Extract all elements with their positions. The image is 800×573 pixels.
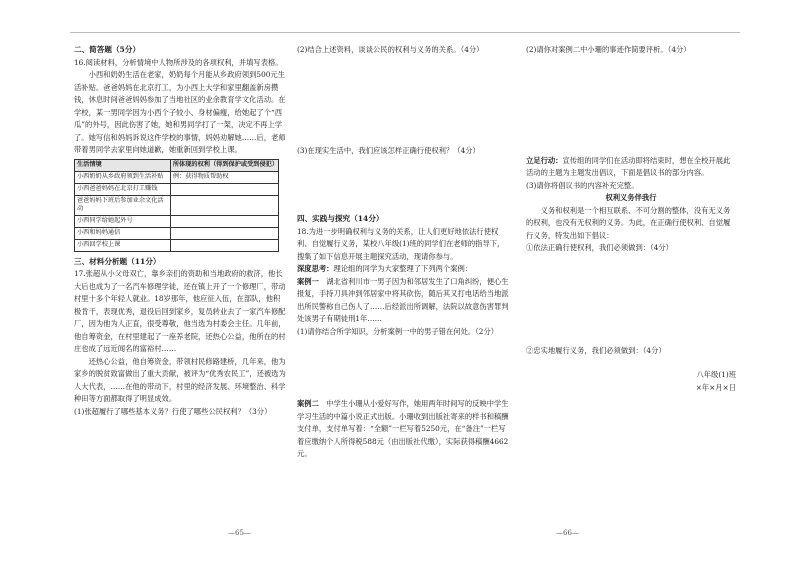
table-cell-blank [170,239,278,251]
table-cell: 小西爸爸妈妈在北京打工赚钱 [75,183,171,195]
table-cell: 小西奶奶从乡政府领到生活补贴 [75,171,171,183]
table-cell-blank [170,195,278,215]
section3-title: 三、材料分析题（11分） [74,256,161,266]
table-row [75,239,279,251]
action-question: (3)请你将倡议书的内容补充完整。 [526,180,639,190]
case2-lead: 案例二 [297,399,319,408]
table-cell-blank [170,227,278,239]
table-row [75,195,279,215]
table-row [75,215,279,227]
case2-text: 中学生小珊从小爱好写作，她用两年时间写的反映中学生学习生活的中篇小说正式出版。小珊收到出版社寄来的样书和稿酬支付单，支付单写着：“全额”一栏写着5250元，在“备注”一栏写着应缴纳个人所得税588元（由出版社代缴），实际获得稿酬4662元。 [297,399,509,458]
proposal-item-2: ②忠实地履行义务，我们必须做到：（4分） [526,345,666,355]
deep-think-text: 理论组的同学为大家整理了下列两个案例： [333,264,473,273]
proposal-title: 权利义务伴我行 [605,193,657,202]
action-text: 宣传组的同学们在活动即将结束时，想在全校开展此活动的主题为主题发出倡议，下面是倡议书的部分内容。 [526,155,731,177]
column-middle [297,44,509,461]
answer-space [297,57,509,145]
page-number-right: —66— [556,529,579,537]
column-left [74,44,286,418]
page-number-left: —65— [228,529,251,537]
answer-space [526,255,736,345]
deep-think-lead: 深度思考： [297,264,334,273]
q18-paragraph: 18.为进一步明确权利与义务的关系，让人们更好地依法行使权利、自觉履行义务，某校八年级(1)班的同学们在老师的指导下，搜集了如下信息开展主题探究活动，现请你参与。 [297,226,505,261]
table-cell: 小西回学校上课 [75,239,171,251]
signature-date: ×年×月×日 [695,382,736,392]
proposal-item-1: ①依法正确行使权利，我们必须做到：（4分） [526,243,673,252]
table-header-situation: 生活情境 [75,159,171,171]
proposal-intro: 义务和权利是一个相互联系、不可分割的整体，没有无义务的权利，也没有无权利的义务。为此，在正确行使权利、自觉履行义务，特发出如下倡议： [526,205,731,240]
q17-sub1: (1)张超履行了哪些基本义务？行使了哪些公民权利？（3分） [74,406,272,416]
q16-paragraph: 小西和奶奶生活在老家，奶奶每个月能从乡政府领到500元生活补贴。爸爸妈妈在北京打工，为小西上大学和家里翻盖新房攒钱，休息时间爸爸妈妈参加了当地社区的业余教育学文化活动。在学校，某一男同学因为小西个子较小、身材偏瘦，给她起了个“西瓜”的外号，因此伤害了她，她和男同学打了一架，决定不再上学了。她写信和妈妈诉说这件学校的事情，妈妈劝解她……后，老师带着男同学去家里向她道歉，她重新回到学校上课。 [74,70,286,154]
table-cell: 小西同学给她起外号 [75,215,171,227]
table-header-right: 所体现的权利（得到保护或受到侵犯） [170,159,278,171]
section4-title: 四、实践与探究（14分） [297,214,384,223]
q17-sub3: (3)在现实生活中，我们应该怎样正确行使权利？（4分） [297,145,480,155]
answer-space [297,157,509,213]
table-cell: 例：获得物质帮助权 [170,171,278,183]
answer-space [526,57,736,155]
case1-question: (1)请你结合所学知识，分析案例一中的男子错在何处。（2分） [297,326,499,336]
section2-title: 二、简答题（5分） [74,45,141,54]
top-rule [70,32,740,33]
table-row [75,183,279,195]
table-cell: 小西和妈妈通信 [75,227,171,239]
q16-stem: 16.阅读材料，分析情境中人物所涉及的各项权利，并填写表格。 [74,57,283,67]
q17-sub2: (2)结合上述资料，谈谈公民的权利与义务的关系。（4分） [297,45,484,54]
column-right [526,44,736,394]
action-lead: 立足行动： [526,155,563,165]
q17-paragraph-1: 17.张超从小父母双亡，靠乡亲们的资助和当地政府的救济，他长大后也成为了一名汽车修理学徒，还在镇上开了一个修理厂，带动村里十多个年轻人就业。18岁那年，他应征入伍，在部队，他积极肯干，表现优秀，退役后回到家乡，复员转业去了一家汽车修配厂，因为他为人正直，很受尊敬，他当选为村委会主任。几年前，他自筹资金，在村里建起了一座养老院，还热心公益，他所在的村庄也成了远近闻名的富裕村…… [74,269,286,353]
table-cell-blank [170,215,278,227]
table-cell-blank [170,183,278,195]
table-cell: 爸爸妈妈下班后参加业余文化活动 [75,195,171,215]
q17-paragraph-2: 还热心公益，他自筹资金，带领村民修路建桥，几年来，他为家乡的脱贫致富做出了重大贡献，被评为“优秀农民工”，还被选为人大代表，……在他的带动下，村里的经济发展、环境整治、科学种田等方面都取得了明显成效。 [74,356,286,403]
case1-text: 湖北省利川市一男子因为和邻居发生了口角纠纷，便心生报复，手持刀具冲到邻居家中将其砍伤，随后其又打电话给当地派出所民警称自己伤人了……后经派出所调解，法院以故意伤害罪判处该男子有期徒刑1年…… [297,276,509,323]
q18-sub2: (2)请你对案例二中小珊的事迹作简要评析。（4分） [526,45,691,54]
case1-lead: 案例一 [297,276,319,286]
table-row [75,227,279,239]
signature-class: 八年级(1)班 [696,370,736,379]
q16-table [74,159,279,252]
answer-space [297,338,509,398]
table-row [75,171,279,183]
